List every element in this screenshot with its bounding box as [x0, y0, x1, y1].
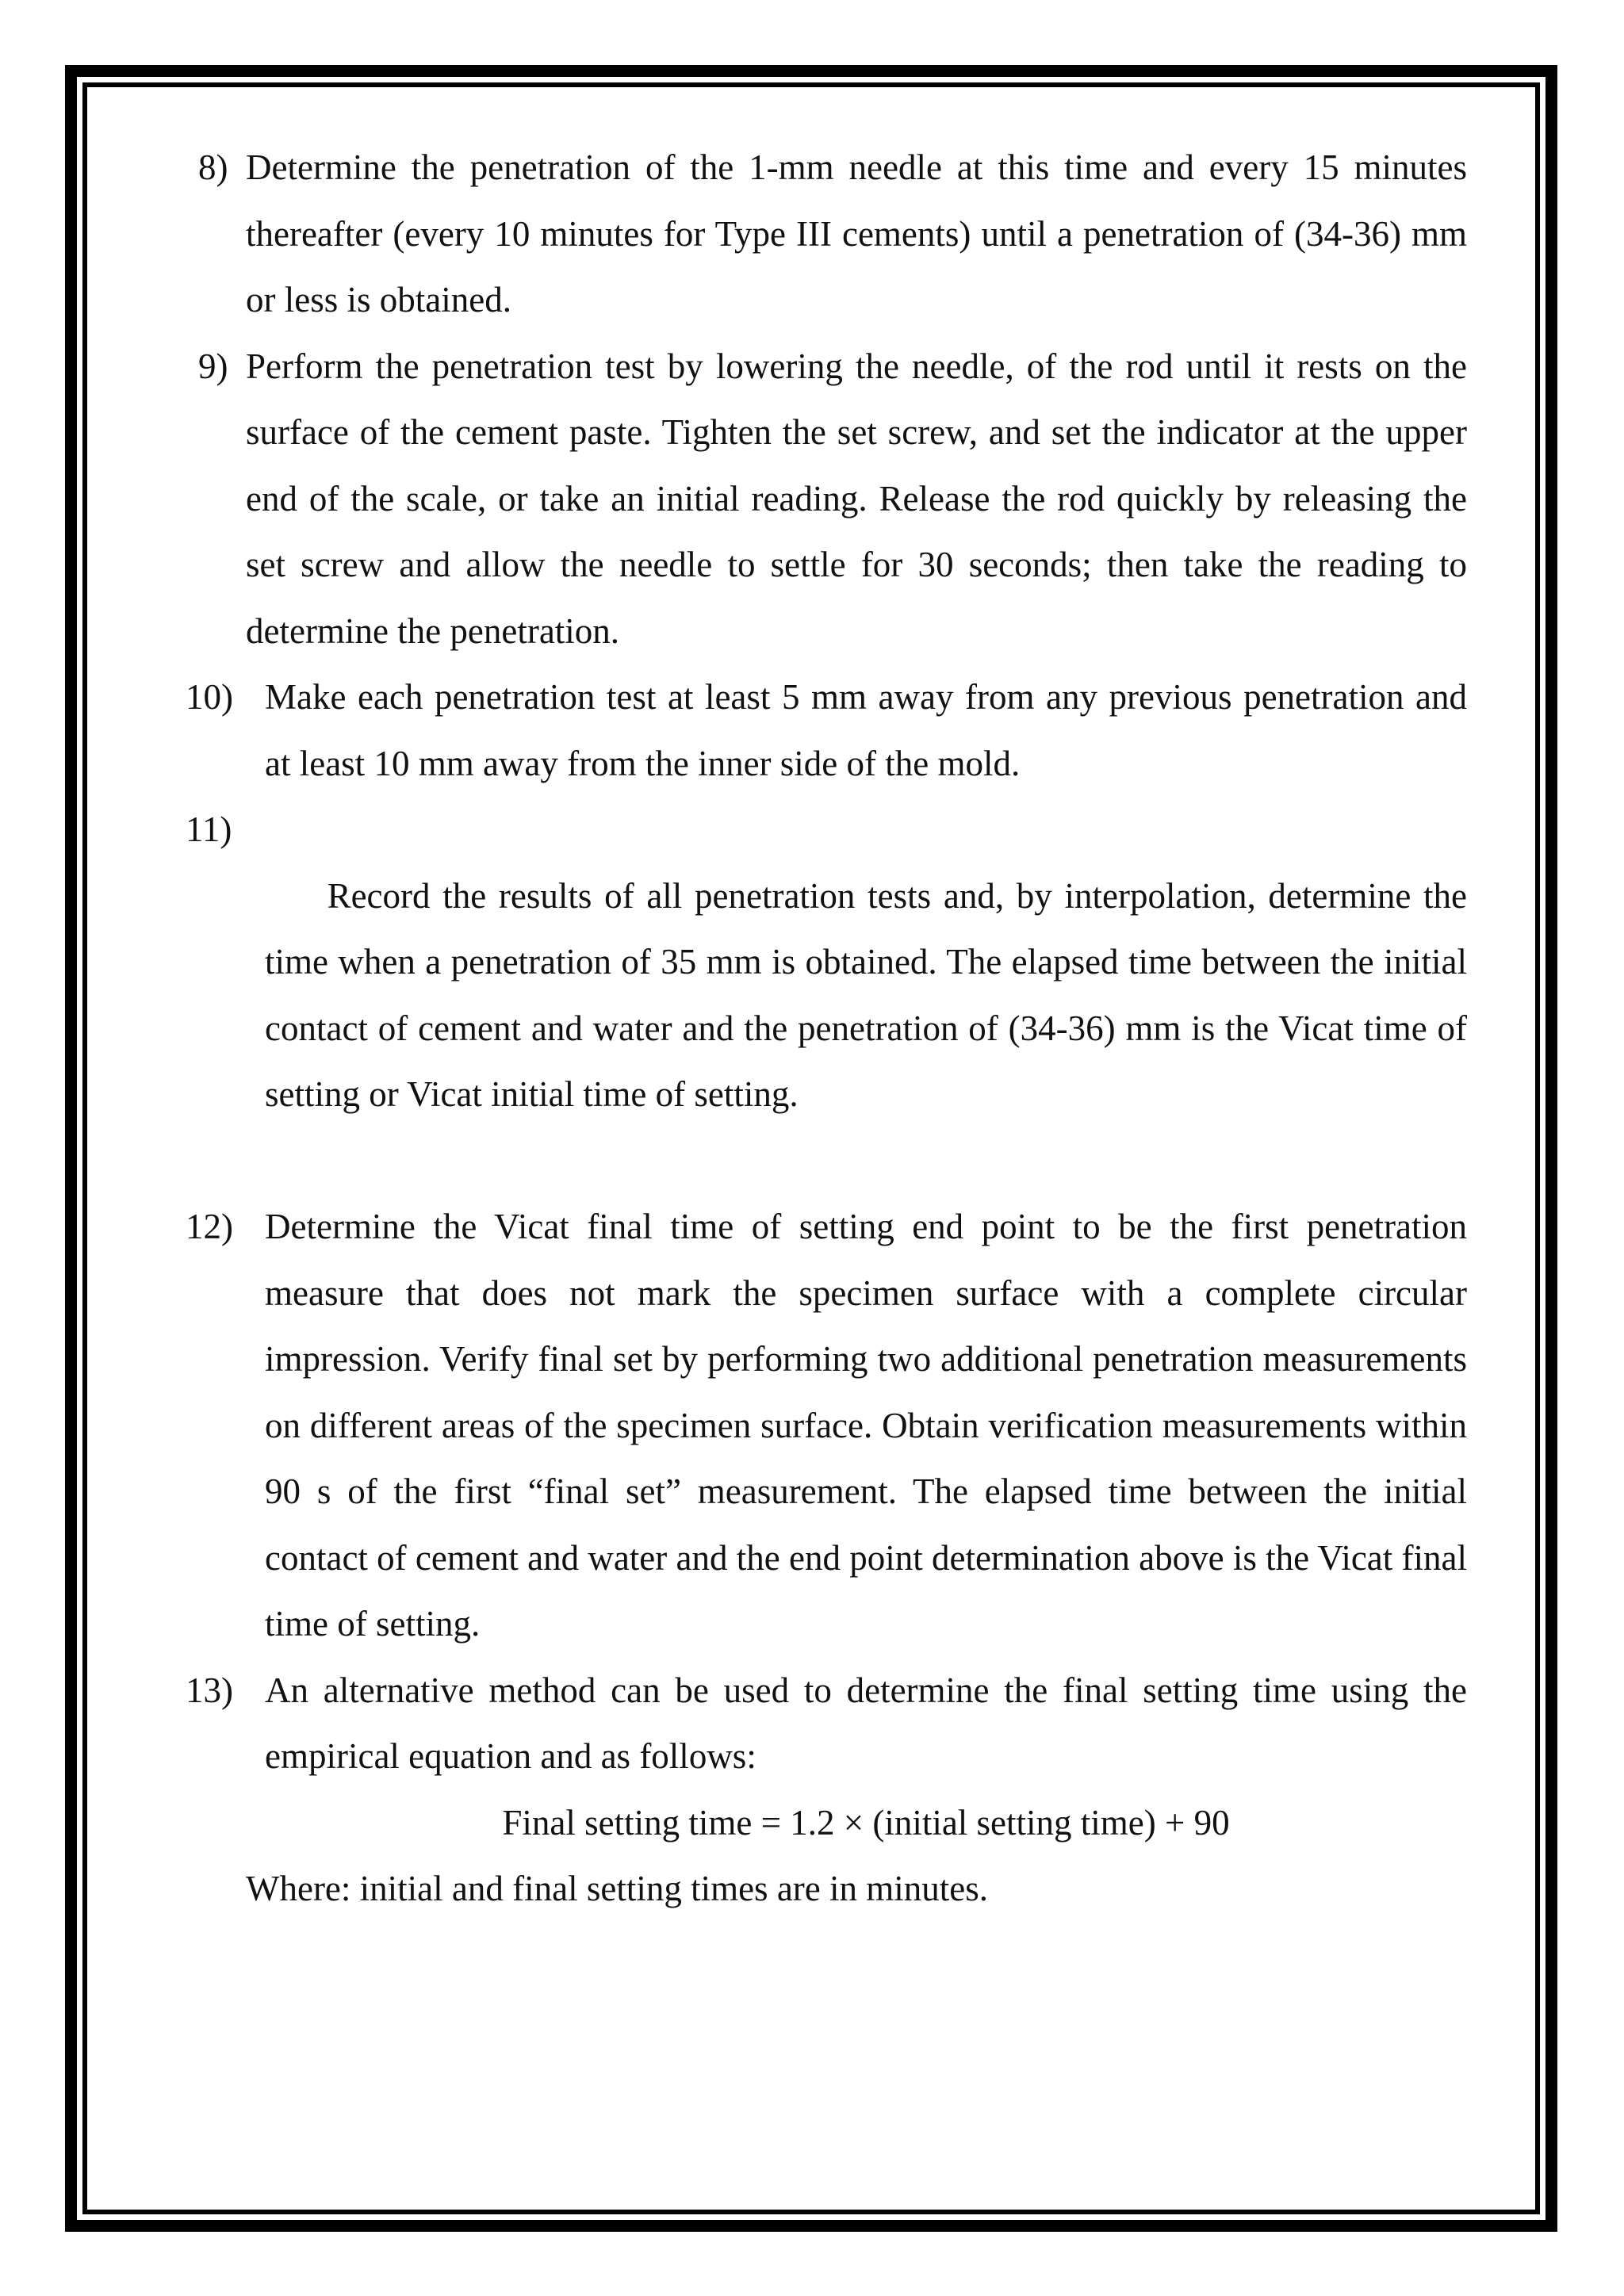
step-number: 12) — [186, 1207, 233, 1246]
procedure-content — [182, 135, 1477, 1923]
step-text: Determine the Vicat final time of setting end point to be the first penetration measure that does not mark the specimen surface with a complete circular impression. Verify final set by performing two additional penetration measurements on different areas of the specimen surface. Obtain verification measurements within 90 s of the first “final set” measurement. The elapsed time between the initial contact of cement and water and the end point determination above is the Vicat final time of setting. — [265, 1207, 1467, 1644]
step-text: Record the results of all penetration tests and, by interpolation, determine the time when a penetration of 35 mm is obtained. The elapsed time between the initial contact of cement and water and the penetration of (34-36) mm is the Vicat time of setting or Vicat initial time of setting. — [265, 875, 1477, 1114]
step-13 — [182, 1658, 1467, 1790]
step-number: 11) — [186, 809, 232, 849]
step-9 — [182, 334, 1467, 665]
step-text: Make each penetration test at least 5 mm away from any previous penetration and at least 10 mm away from the inner side of the mold. — [265, 677, 1467, 783]
step-text: Perform the penetration test by lowering the needle, of the rod until it rests on the surface of the cement paste. Tighten the set screw, and set the indicator at the upper end of the scale, or take an initial reading. Release the rod quickly by releasing the set screw and allow the needle to settle for 30 seconds; then take the reading to determine the penetration. — [246, 346, 1467, 651]
step-text: An alternative method can be used to determine the final setting time using the empirical equation and as follows: — [265, 1670, 1467, 1776]
step-11 — [182, 797, 1477, 1194]
step-12 — [182, 1194, 1467, 1658]
step-8 — [182, 135, 1467, 334]
step-number: 9) — [198, 346, 228, 386]
step-number: 10) — [186, 677, 233, 717]
step-number: 8) — [198, 147, 228, 187]
step-number: 13) — [186, 1670, 233, 1710]
equation-units-note: Where: initial and final setting times are in minutes. — [246, 1869, 988, 1908]
final-setting-time-equation: Final setting time = 1.2 × (initial setting time) + 90 — [502, 1802, 1230, 1843]
step-text: Determine the penetration of the 1-mm needle at this time and every 15 minutes thereafter (every 10 minutes for Type III cements) until a penetration of (34-36) mm or less is obtained. — [246, 147, 1467, 320]
step-10 — [182, 664, 1467, 797]
